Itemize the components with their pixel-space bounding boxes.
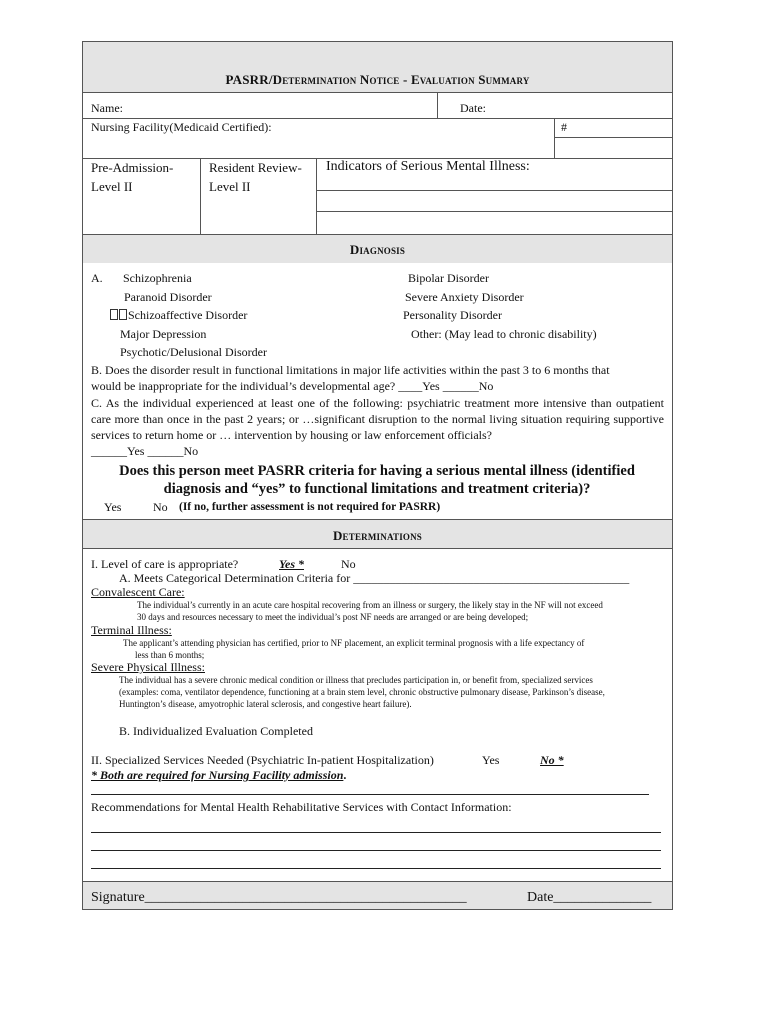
diagnosis-schizophrenia: Schizophrenia: [123, 271, 192, 285]
name-label: Name:: [91, 101, 123, 115]
terminal-text-2: less than 6 months;: [135, 650, 205, 660]
pasrr-form: [82, 41, 673, 910]
meets-criteria: A. Meets Categorical Determination Criteria for ______________________________________________: [119, 571, 630, 585]
recommendations-label: Recommendations for Mental Health Rehabilitative Services with Contact Information:: [91, 800, 512, 814]
question-b-line2: would be inappropriate for the individual’s developmental age? ____Yes ______No: [91, 379, 494, 393]
form-title: PASRR/Determination Notice - Evaluation Summary: [225, 72, 530, 87]
level-of-care-no: No: [341, 557, 356, 571]
diagnosis-heading: Diagnosis: [349, 242, 406, 257]
terminal-text-1: The applicant’s attending physician has certified, prior to NF placement, an explicit terminal prognosis with a life expectancy of: [123, 638, 585, 648]
indicators-label: Indicators of Serious Mental Illness:: [326, 159, 530, 174]
recommendation-line-2[interactable]: [91, 850, 661, 851]
physical-label: Severe Physical Illness:: [91, 660, 205, 674]
determinations-heading: Determinations: [332, 528, 423, 543]
pre-admission-label: Pre-Admission- Level II: [91, 160, 174, 194]
physical-text-1: The individual has a severe chronic medical condition or illness that precludes participation in, or benefit from, specialized services: [119, 675, 593, 685]
checkbox-icon[interactable]: [119, 309, 127, 320]
individualized-evaluation: B. Individualized Evaluation Completed: [119, 724, 313, 738]
question-c-answer: ______Yes ______No: [91, 444, 199, 458]
level-of-care-question: I. Level of care is appropriate?: [91, 557, 239, 571]
recommendation-line-1[interactable]: [91, 832, 661, 833]
number-label: #: [561, 120, 567, 134]
physical-text-3: Huntington’s disease, amyotrophic lateral sclerosis, and congestive heart failure).: [119, 699, 412, 709]
criteria-yes: Yes: [104, 500, 122, 514]
question-c-text: C. As the individual experienced at least one of the following: psychiatric treatment more intensive than outpatient care more than once in the past 2 years; or …significant disruption to the normal living situation requiring supportive services to return home or … intervention by housing or law enforcement officials?: [91, 396, 664, 442]
checkbox-icon[interactable]: [110, 309, 118, 320]
blank-line[interactable]: [91, 794, 649, 795]
signature-date-field[interactable]: Date______________: [527, 890, 652, 905]
level-of-care-yes: Yes *: [279, 557, 304, 571]
diagnosis-major-depression: Major Depression: [120, 327, 207, 341]
criteria-question: Does this person meet PASRR criteria for having a serious mental illness (identified diagnosis and “yes” to functional limitations and treatment criteria)?: [119, 463, 635, 497]
specialized-services: II. Specialized Services Needed (Psychiatric In-patient Hospitalization): [91, 753, 434, 767]
criteria-no: No: [153, 500, 168, 514]
facility-label: Nursing Facility(Medicaid Certified):: [91, 120, 272, 134]
specialized-yes: Yes: [482, 753, 500, 767]
signature-field[interactable]: Signature______________________________________________: [91, 890, 467, 905]
recommendation-line-3[interactable]: [91, 868, 661, 869]
diagnosis-other: Other: (May lead to chronic disability): [411, 327, 597, 341]
diagnosis-severe-anxiety: Severe Anxiety Disorder: [405, 290, 524, 304]
diagnosis-a-marker: A.: [91, 271, 103, 285]
physical-text-2: (examples: coma, ventilator dependence, functioning at a brain stem level, chronic obstructive pulmonary disease, Parkinson’s disease,: [119, 687, 605, 697]
specialized-no: No *: [540, 753, 564, 767]
question-b-line1: B. Does the disorder result in functional limitations in major life activities within the past 3 to 6 months that: [91, 363, 610, 377]
convalescent-text-1: The individual’s currently in an acute care hospital recovering from an illness or surgery, the likely stay in the NF will not exceed: [137, 600, 603, 610]
both-required-note: * Both are required for Nursing Facility admission.: [91, 768, 347, 782]
convalescent-label: Convalescent Care:: [91, 585, 185, 599]
diagnosis-psychotic: Psychotic/Delusional Disorder: [120, 345, 267, 359]
terminal-label: Terminal Illness:: [91, 623, 172, 637]
convalescent-text-2: 30 days and resources necessary to meet the individual’s post NF needs are arranged or are being developed;: [137, 612, 529, 622]
diagnosis-personality: Personality Disorder: [403, 308, 502, 322]
diagnosis-bipolar: Bipolar Disorder: [408, 271, 489, 285]
diagnosis-schizoaffective: Schizoaffective Disorder: [110, 308, 247, 323]
resident-review-label: Resident Review- Level II: [209, 160, 302, 194]
date-label: Date:: [460, 101, 486, 115]
diagnosis-paranoid: Paranoid Disorder: [124, 290, 212, 304]
criteria-note: (If no, further assessment is not required for PASRR): [179, 501, 441, 513]
